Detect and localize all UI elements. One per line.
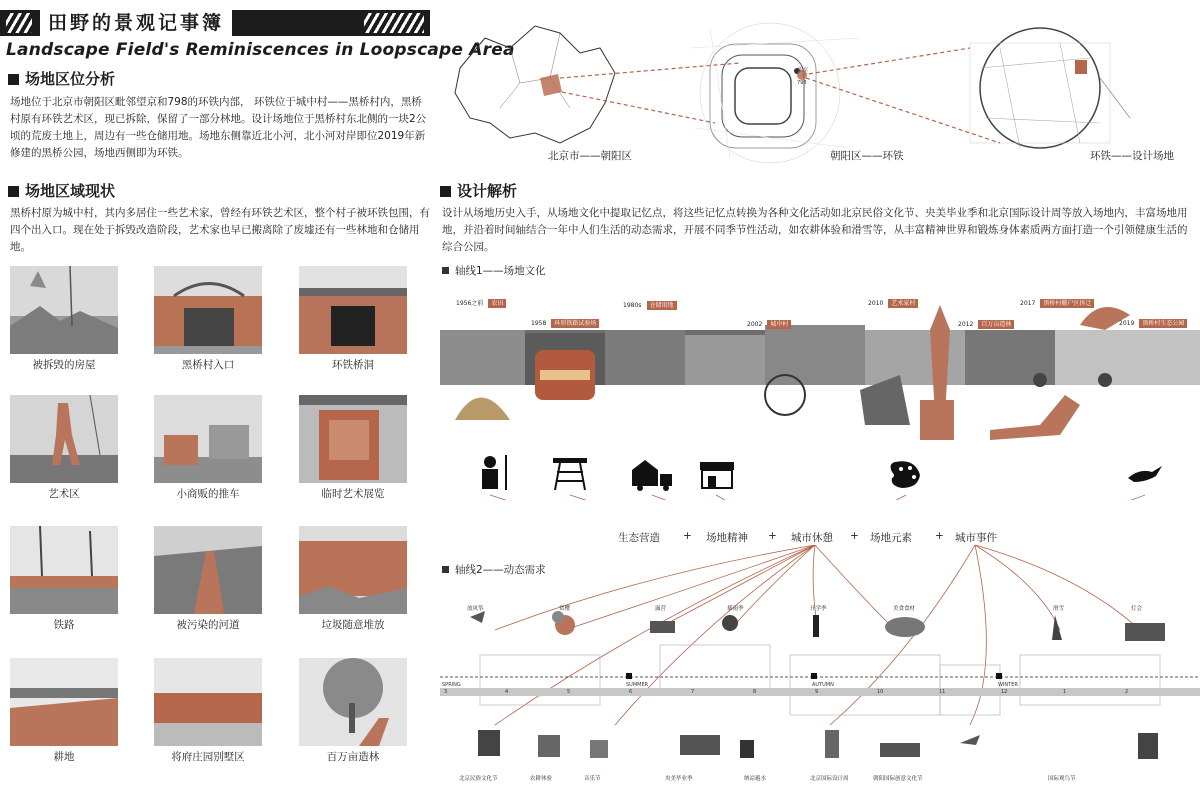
photo-afforestation	[299, 658, 407, 764]
culture-icons	[440, 450, 1200, 500]
photo-caption: 小商贩的推车	[176, 488, 240, 500]
title-bar	[0, 10, 430, 36]
activity-creative: 朝阳国际创意文化节	[873, 776, 923, 782]
site-location-text: 场地位于北京市朝阳区毗邻望京和798的环铁内部， 环铁位于城中村——黑桥村内，黑桥村原有环铁艺术区，现已拆除，保留了一部分林地。设计场地位于黑桥村东北侧的一块2公顷的荒废土地上，周边有一些仓储用地。场地东侧靠近北小河，北小河对岸即位2019年新修建的黑桥公园，场地西侧即为环铁。	[10, 96, 427, 159]
photo-caption: 垃圾随意堆放	[321, 619, 385, 631]
history-tag: 百万亩造林	[978, 320, 1014, 329]
warehouse-icon	[632, 460, 672, 491]
history-tag: 黑桥村生态公园	[1139, 319, 1187, 328]
season-axis-diagram	[440, 545, 1200, 795]
photo-caption: 将府庄园别墅区	[171, 751, 245, 763]
activity-kite: 放风筝	[467, 606, 484, 612]
photo-caption: 耕地	[53, 751, 75, 763]
history-1956	[456, 290, 506, 309]
history-year: 1980s	[623, 302, 642, 309]
month-label: 7	[691, 689, 695, 695]
history-year: 1958	[531, 320, 547, 327]
afforestation-image	[299, 658, 407, 746]
month-label: 12	[1001, 689, 1008, 695]
polluted-river-image	[154, 526, 262, 614]
season-winter: WINTER	[998, 682, 1018, 688]
ring-rail-tunnel-image	[299, 266, 407, 354]
activity-design-week: 北京国际设计周	[810, 776, 849, 782]
photo-art-district	[10, 395, 118, 501]
location-maps	[440, 8, 1200, 168]
title-cn: 田野的景观记事簿	[40, 10, 232, 36]
photo-caption: 临时艺术展览	[321, 488, 385, 500]
month-label: 1	[1063, 689, 1067, 695]
activity-birding: 国际观鸟节	[1048, 776, 1076, 782]
history-tag: 艺术家村	[888, 299, 918, 308]
history-2012	[958, 311, 1014, 330]
history-tag: 仓储用地	[647, 301, 677, 310]
history-year: 2012	[958, 321, 974, 328]
photo-caption: 环铁桥洞	[332, 359, 374, 371]
category-leisure: 城市休憩	[791, 532, 833, 544]
activity-graduation: 央美毕业季	[665, 776, 693, 782]
activity-camping: 露营	[655, 606, 667, 612]
month-label: 11	[939, 689, 946, 695]
photo-polluted-river	[154, 526, 262, 632]
category-events: 城市事件	[955, 532, 997, 544]
activity-school: 开学季	[810, 606, 827, 612]
site-location-heading: 场地区位分析	[8, 68, 115, 89]
season-summer: SUMMER	[626, 682, 649, 688]
photo-heiqiao-entrance	[154, 266, 262, 372]
garbage-dump-image	[299, 526, 407, 614]
shop-icon	[700, 462, 734, 488]
photo-caption: 被拆毁的房屋	[32, 359, 96, 371]
art-district-image	[10, 395, 118, 483]
month-label: 2	[1125, 689, 1129, 695]
temp-art-exhibit-image	[299, 395, 407, 483]
palette-icon	[891, 461, 920, 488]
photo-ring-rail-tunnel	[299, 266, 407, 372]
title-stripes-left	[6, 13, 32, 33]
history-1958	[531, 310, 599, 329]
history-2010	[868, 290, 918, 309]
history-year: 2010	[868, 300, 884, 307]
history-2017	[1020, 290, 1094, 309]
site-status-heading: 场地区域现状	[8, 180, 115, 201]
design-heading: 设计解析	[440, 180, 517, 201]
photo-villa-area	[154, 658, 262, 764]
demolished-house-image	[10, 266, 118, 354]
photo-caption: 被污染的河道	[176, 619, 240, 631]
history-year: 2019	[1119, 320, 1135, 327]
railway-image	[10, 526, 118, 614]
category-elements: 场地元素	[870, 532, 912, 544]
month-label: 3	[444, 689, 448, 695]
category-eco: 生态营造	[618, 532, 660, 544]
photo-garbage-dump	[299, 526, 407, 632]
season-spring: SPRING	[442, 682, 461, 688]
farmer-icon	[482, 455, 506, 490]
activity-food: 美食食材	[893, 606, 916, 612]
map-caption-3: 环铁——设计场地	[1090, 150, 1174, 162]
history-tag: 环形铁路试验场	[551, 319, 599, 328]
history-tag: 城中村	[767, 320, 791, 329]
photo-farmland	[10, 658, 118, 764]
axis1-heading: 轴线1——场地文化	[442, 263, 546, 278]
heiqiao-entrance-image	[154, 266, 262, 354]
history-1980s	[623, 292, 677, 311]
month-label: 8	[753, 689, 757, 695]
railway-icon	[553, 458, 587, 490]
activity-cherry: 赏樱	[559, 606, 571, 612]
farmland-image	[10, 658, 118, 746]
history-year: 2017	[1020, 300, 1036, 307]
photo-temp-art-exhibit	[299, 395, 407, 501]
map-caption-2: 朝阳区——环铁	[830, 150, 904, 162]
history-year: 2002	[747, 321, 763, 328]
activity-farming: 农耕体验	[530, 776, 553, 782]
photo-caption: 黑桥村入口	[181, 359, 235, 371]
activity-rain: 插雨季	[727, 606, 744, 612]
activity-ski: 滑雪	[1053, 606, 1065, 612]
photo-caption: 百万亩造林	[326, 751, 380, 763]
photo-demolished-house	[10, 266, 118, 372]
plus-sign: +	[850, 530, 859, 542]
photo-caption: 艺术区	[48, 488, 80, 500]
axis2-heading: 轴线2——动态需求	[442, 562, 546, 577]
activity-folk-festival: 北京民俗文化节	[459, 776, 498, 782]
activity-summer: 纳凉避水	[744, 776, 767, 782]
photo-railway	[10, 526, 118, 632]
villa-area-image	[154, 658, 262, 746]
season-autumn: AUTUMN	[812, 682, 834, 688]
history-2002	[747, 311, 791, 330]
month-label: 4	[505, 689, 509, 695]
history-tag: 农田	[488, 299, 506, 308]
vendor-cart-image	[154, 395, 262, 483]
category-spirit: 场地精神	[706, 532, 748, 544]
title-stripes-right	[364, 13, 424, 33]
plus-sign: +	[935, 530, 944, 542]
plus-sign: +	[768, 530, 777, 542]
history-tag: 黑桥村棚户区拆迁	[1040, 299, 1094, 308]
photo-vendor-cart	[154, 395, 262, 501]
activity-lantern: 灯会	[1131, 606, 1143, 612]
activity-music: 音乐节	[584, 776, 601, 782]
month-label: 6	[629, 689, 633, 695]
photo-caption: 铁路	[53, 619, 75, 631]
month-label: 9	[815, 689, 819, 695]
map-label-wangjing: 望京	[798, 67, 809, 73]
design-text: 设计从场地历史入手，从场地文化中提取记忆点，将这些记忆点转换为各种文化活动如北京民俗文化节、央美毕业季和北京国际设计周等放入场地内，丰富场地用地，并沿着时间轴结合一年中人们生活的动态需求，开展不同季节性活动，如农耕体验和滑雪等，从丰富精神世界和锻炼身体素质两方面打造一个引领健康生活的综合公园。	[442, 207, 1188, 253]
plus-sign: +	[683, 530, 692, 542]
month-label: 5	[567, 689, 571, 695]
map-caption-1: 北京市——朝阳区	[548, 150, 632, 162]
history-year: 1956之前	[456, 300, 484, 307]
bird-icon	[1128, 466, 1162, 482]
map-label-798: 798	[797, 80, 807, 86]
month-label: 10	[877, 689, 884, 695]
history-2019	[1119, 310, 1187, 329]
title-en: Landscape Field's Reminiscences in Loopscape Area	[6, 40, 515, 60]
site-status-text: 黑桥村原为城中村，其内多居住一些艺术家，曾经有环铁艺术区，整个村子被环铁包围，有四个出入口。现在处于拆毁改造阶段，艺术家也早已搬离除了废墟还有一些林地和仓储用地。	[10, 207, 430, 253]
